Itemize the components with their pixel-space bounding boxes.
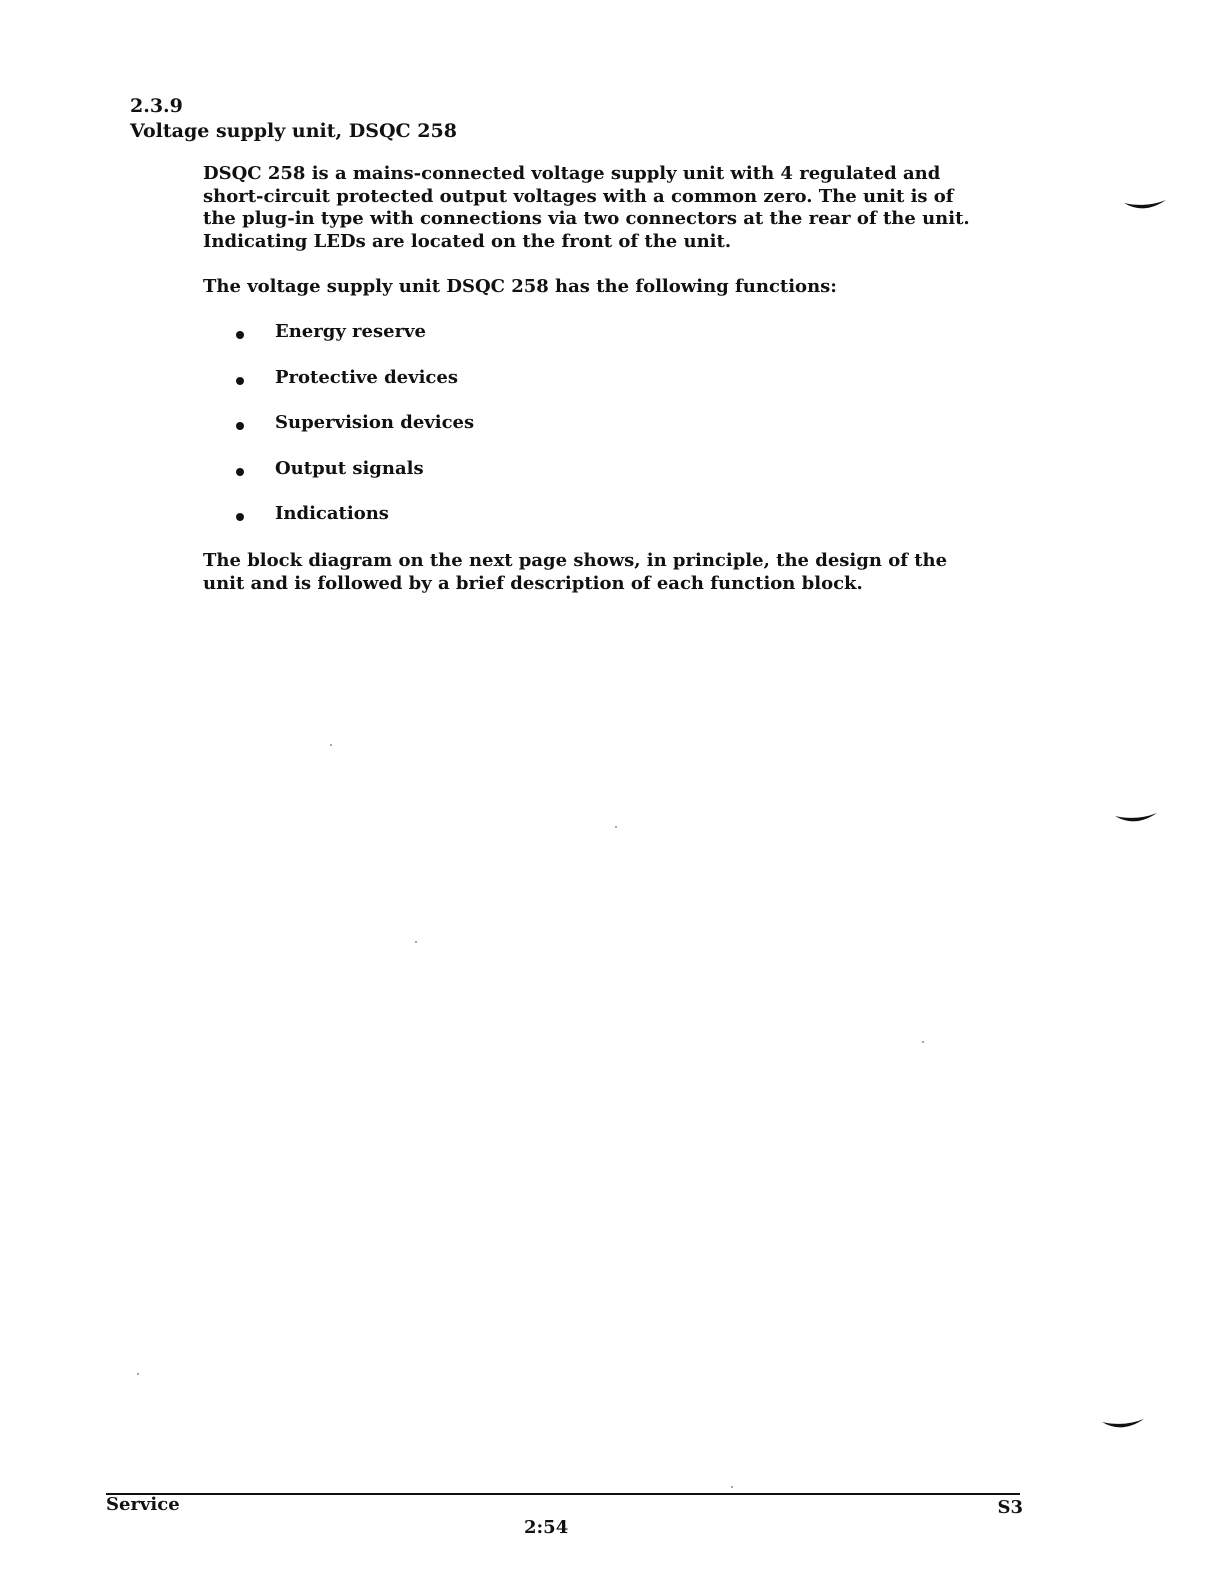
scan-speck <box>615 826 617 828</box>
list-item-label: Energy reserve <box>275 321 426 342</box>
scan-speck <box>330 744 332 746</box>
bullet-icon <box>236 513 244 521</box>
scan-speck <box>731 1486 733 1488</box>
section-title: Voltage supply unit, DSQC 258 <box>130 120 457 142</box>
bullet-icon <box>236 422 244 430</box>
functions-intro: The voltage supply unit DSQC 258 has the following functions: <box>203 276 837 297</box>
page-number: 2:54 <box>524 1517 569 1538</box>
punch-hole-mark <box>1100 1414 1146 1434</box>
diagram-paragraph: The block diagram on the next page shows, in principle, the design of the unit and is followed by a brief description of each function block. <box>203 550 948 594</box>
section-number: 2.3.9 <box>130 95 183 117</box>
bullet-icon <box>236 377 244 385</box>
scan-speck <box>415 941 417 943</box>
footer-revision-label: S3 <box>997 1497 1023 1518</box>
punch-hole-mark <box>1113 808 1159 828</box>
bullet-icon <box>236 331 244 339</box>
list-item-label: Protective devices <box>275 366 458 388</box>
scan-speck <box>137 1373 139 1375</box>
footer-section-label: Service <box>106 1494 180 1515</box>
footer-divider <box>106 1493 1020 1495</box>
scan-speck <box>922 1041 924 1043</box>
list-item-label: Output signals <box>275 457 424 479</box>
punch-hole-mark <box>1122 195 1168 215</box>
bullet-icon <box>236 468 244 476</box>
list-item-label: Supervision devices <box>275 412 475 433</box>
list-item-label: Indications <box>275 503 389 524</box>
intro-paragraph: DSQC 258 is a mains-connected voltage supply unit with 4 regulated and short-circuit protected output voltages with a common zero. The unit is of the plug-in type with connections via two connectors at the rear of the unit. Indicating LEDs are located on the front of the unit. <box>203 163 970 253</box>
